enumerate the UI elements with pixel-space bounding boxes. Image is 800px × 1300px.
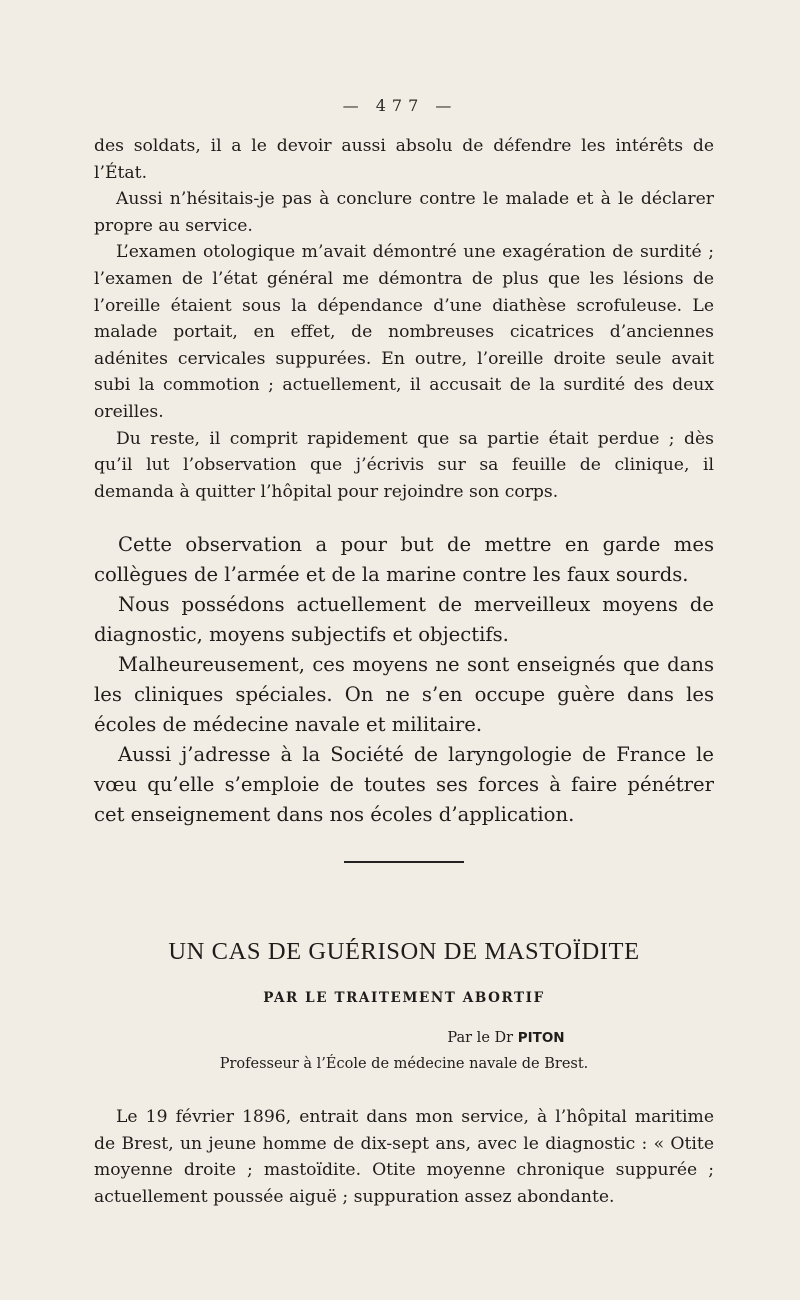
- article-title: UN CAS DE GUÉRISON DE MASTOÏDITE: [168, 938, 640, 965]
- paragraph: Le 19 février 1896, entrait dans mon service, à l’hôpital maritime de Brest, un jeune homme de dix-sept ans, avec le diagnostic : « Otite moyenne droite ; mastoïdite. Otite moyenne chronique suppurée ; actuellement poussée aiguë ; suppuration assez abondante.: [94, 1107, 714, 1207]
- paragraph: Nous possédons actuellement de merveilleux moyens de diagnostic, moyens subjectifs et objectifs.: [94, 593, 714, 646]
- author-name: PITON: [517, 1030, 565, 1046]
- author-line: [300, 1030, 712, 1046]
- closing-remarks: [94, 530, 714, 830]
- paragraph: Malheureusement, ces moyens ne sont enseignés que dans les cliniques spéciales. On ne s’en occupe guère dans les écoles de médecine navale et militaire.: [94, 653, 714, 736]
- paragraph: L’examen otologique m’avait démontré une exagération de surdité ; l’examen de l’état général me démontra de plus que les lésions de l’oreille étaient sous la dépendance d’une diathèse scrofuleuse. Le malade portait, en effet, de nombreuses cicatrices d’anciennes adénites cervicales suppurées. En outre, l’oreille droite seule avait subi la commotion ; actuellement, il accusait de la surdité des deux oreilles.: [94, 242, 714, 422]
- author-affiliation: Professeur à l’École de médecine navale de Brest.: [219, 1056, 589, 1072]
- article-body: [94, 1104, 714, 1210]
- paragraph: Aussi j’adresse à la Société de laryngologie de France le vœu qu’elle s’emploie de toutes ses forces à faire pénétrer cet enseignement dans nos écoles d’application.: [94, 743, 714, 826]
- paragraph: Du reste, il comprit rapidement que sa partie était perdue ; dès qu’il lut l’observation que j’écrivis sur sa feuille de clinique, il demanda à quitter l’hôpital pour rejoindre son corps.: [94, 428, 714, 502]
- paragraph: des soldats, il a le devoir aussi absolu de défendre les intérêts de l’État.: [94, 136, 714, 183]
- section-divider: [344, 861, 464, 863]
- paragraph: Cette observation a pour but de mettre en garde mes collègues de l’armée et de la marine contre les faux sourds.: [94, 533, 714, 586]
- previous-article-conclusion: [94, 133, 714, 505]
- paragraph: Aussi n’hésitais-je pas à conclure contre le malade et à le déclarer propre au service.: [94, 189, 714, 236]
- article-subtitle: PAR LE TRAITEMENT ABORTIF: [263, 990, 545, 1006]
- author-prefix: Par le Dr: [447, 1030, 514, 1046]
- page-number: — 477 —: [342, 96, 458, 115]
